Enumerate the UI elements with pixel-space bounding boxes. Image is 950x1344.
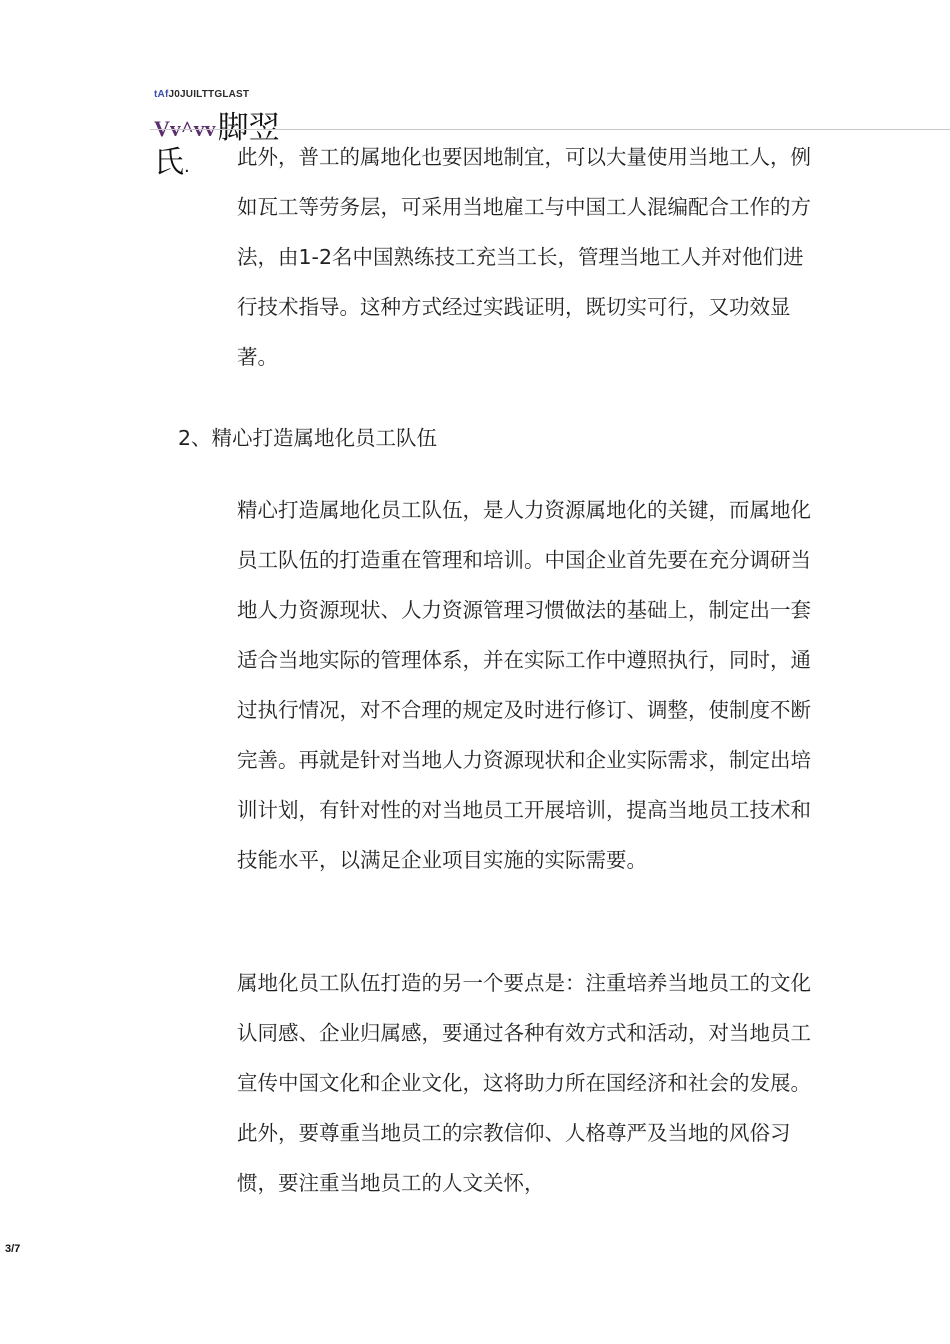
header-tag xyxy=(154,89,249,100)
page-number: 3/7 xyxy=(5,1243,21,1255)
paragraph-team-building: 精心打造属地化员工队伍，是人力资源属地化的关键，而属地化员工队伍的打造重在管理和培训。中国企业首先要在充分调研当地人力资源现状、人力资源管理习惯做法的基础上，制定出一套适合当地实际的管理体系，并在实际工作中遵照执行，同时，通过执行情况，对不合理的规定及时进行修订、调整，使制度不断完善。再就是针对当地人力资源现状和企业实际需求，制定出培训计划，有针对性的对当地员工开展培训，提高当地员工技术和技能水平，以满足企业项目实施的实际需要。 xyxy=(237,498,811,872)
section-heading: 2、精心打造属地化员工队伍 xyxy=(178,426,438,450)
header-tag-text: J0JUILTTGLAST xyxy=(168,89,250,100)
logo-latin-text: Vv^vv xyxy=(154,116,216,141)
logo-second-line xyxy=(154,145,190,180)
logo-second-dot: . xyxy=(184,156,190,177)
paragraph-local-workers: 此外，普工的属地化也要因地制宜，可以大量使用当地工人，例如瓦工等劳务层，可采用当地雇工与中国工人混编配合工作的方法，由1-2名中国熟练技工充当工长，管理当地工人并对他们进行技术指导。这种方式经过实践证明，既切实可行，又功效显著。 xyxy=(237,145,811,369)
header-tag-accent: tAf xyxy=(154,89,169,100)
logo-cjk-text: 脚翌 xyxy=(217,110,280,146)
logo-second-char: 氏 xyxy=(154,145,184,180)
header-divider xyxy=(150,129,950,130)
paragraph-culture: 属地化员工队伍打造的另一个要点是：注重培养当地员工的文化认同感、企业归属感，要通过各种有效方式和活动，对当地员工宣传中国文化和企业文化，这将助力所在国经济和社会的发展。此外，要尊重当地员工的宗教信仰、人格尊严及当地的风俗习惯，要注重当地员工的人文关怀， xyxy=(237,971,811,1195)
